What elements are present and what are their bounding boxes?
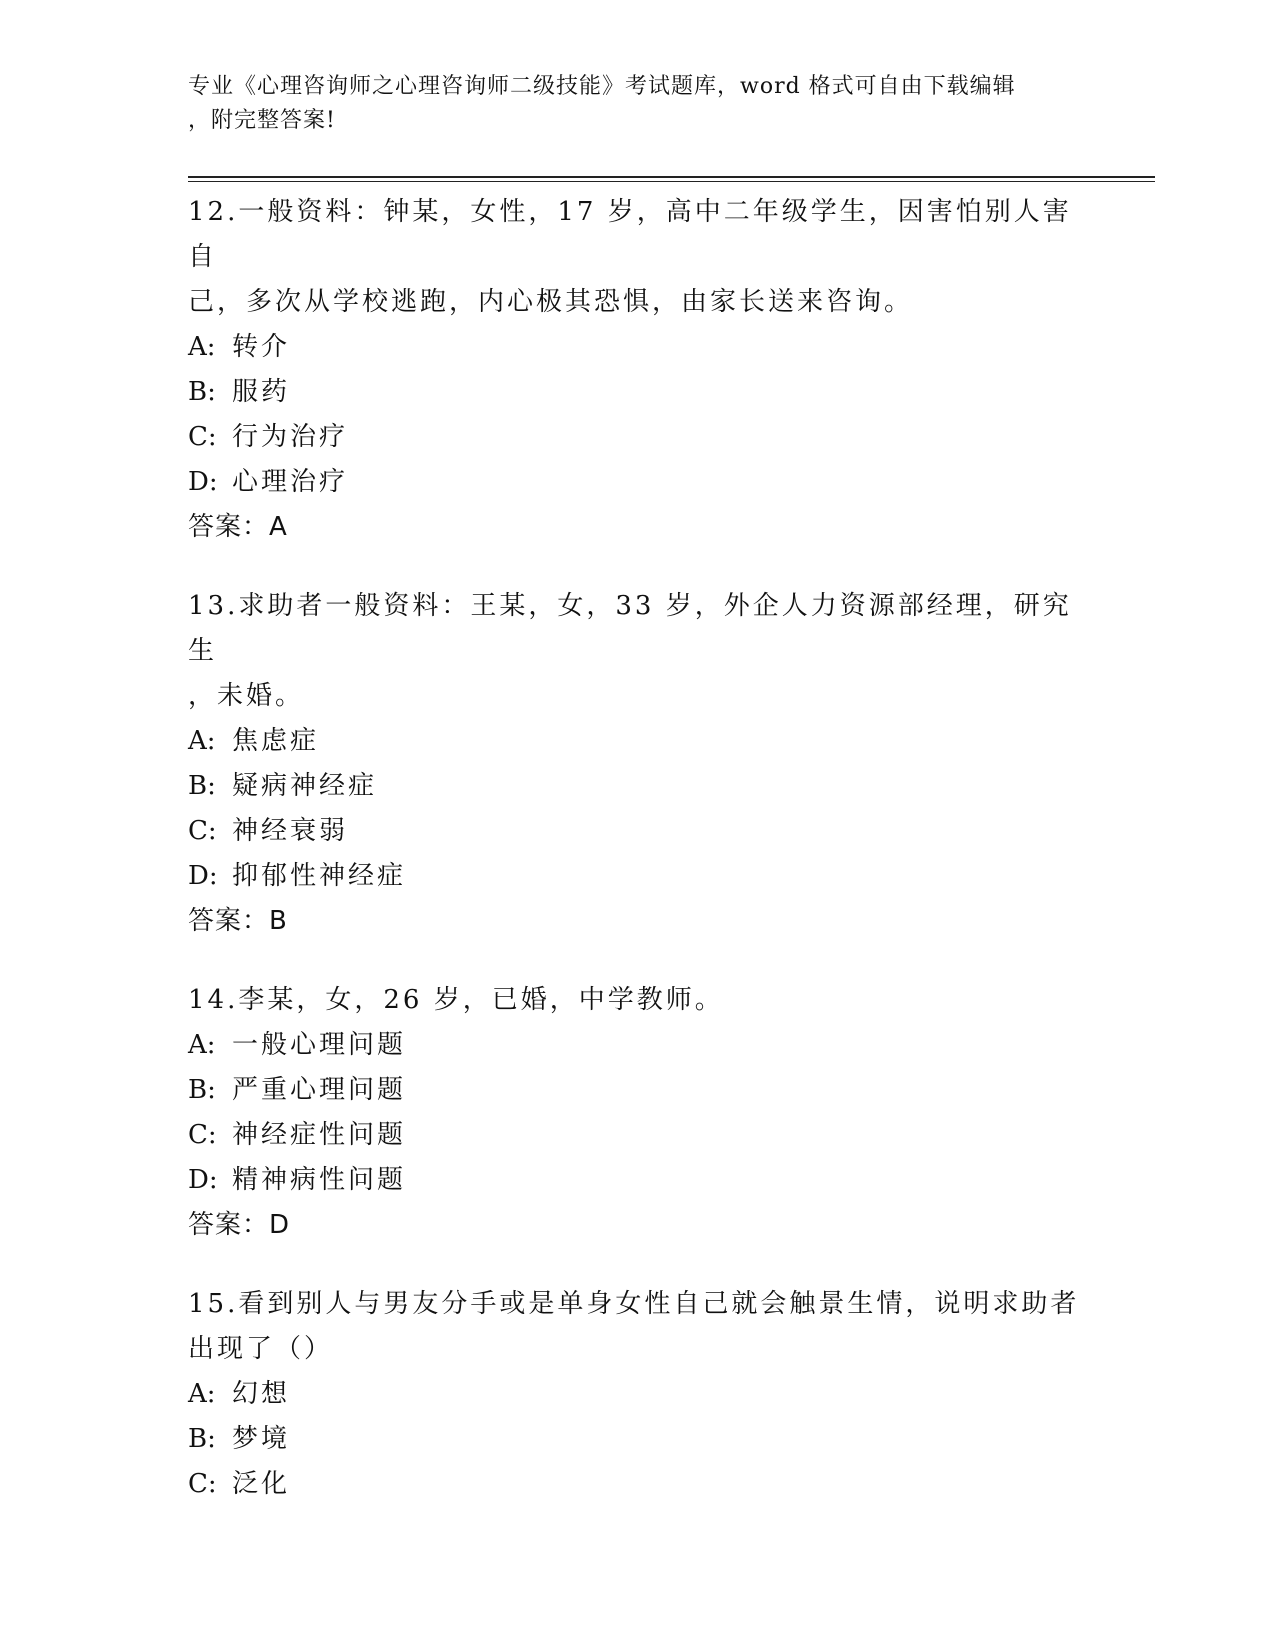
header-divider-thin — [188, 181, 1155, 182]
option-row — [188, 854, 1088, 899]
question-stem-line: ，未婚。 — [188, 681, 305, 711]
header-divider-thick — [188, 176, 1155, 178]
option-label: A: — [188, 1379, 216, 1409]
answer-line: 答案：D — [188, 1210, 291, 1240]
option-text: 心理治疗 — [232, 467, 349, 497]
option-label: D: — [188, 467, 218, 497]
question-block — [188, 190, 1088, 550]
header-line-2: ，附完整答案! — [188, 108, 336, 133]
option-label: A: — [188, 726, 216, 756]
option-label: C: — [188, 1120, 217, 1150]
option-row — [188, 1372, 1088, 1417]
option-label: B: — [188, 1424, 216, 1454]
option-text: 一般心理问题 — [232, 1030, 407, 1060]
option-label: D: — [188, 861, 218, 891]
option-text: 焦虑症 — [232, 726, 320, 756]
option-row — [188, 1113, 1088, 1158]
question-block — [188, 978, 1088, 1248]
option-row — [188, 1068, 1088, 1113]
answer-line: 答案：A — [188, 512, 288, 542]
question-list — [188, 190, 1088, 1541]
option-text: 泛化 — [232, 1469, 291, 1499]
option-label: B: — [188, 771, 216, 801]
option-text: 疑病神经症 — [232, 771, 378, 801]
question-stem-line: 14.李某，女，26 岁，已婚，中学教师。 — [188, 985, 724, 1015]
option-text: 转介 — [232, 332, 291, 362]
option-label: B: — [188, 1075, 216, 1105]
option-label: C: — [188, 1469, 217, 1499]
option-row — [188, 1023, 1088, 1068]
option-text: 神经衰弱 — [232, 816, 349, 846]
option-label: A: — [188, 332, 216, 362]
option-row — [188, 764, 1088, 809]
option-label: A: — [188, 1030, 216, 1060]
option-text: 神经症性问题 — [232, 1120, 407, 1150]
question-stem-line: 13.求助者一般资料：王某，女，33 岁，外企人力资源部经理，研究生 — [188, 591, 1072, 666]
option-text: 幻想 — [232, 1379, 291, 1409]
option-text: 梦境 — [232, 1424, 291, 1454]
option-text: 行为治疗 — [232, 422, 349, 452]
option-row — [188, 1417, 1088, 1462]
option-text: 抑郁性神经症 — [232, 861, 407, 891]
header-line-1: 专业《心理咨询师之心理咨询师二级技能》考试题库，word 格式可自由下载编辑 — [188, 74, 1016, 99]
option-row — [188, 370, 1088, 415]
option-text: 精神病性问题 — [232, 1165, 407, 1195]
option-label: B: — [188, 377, 216, 407]
option-label: C: — [188, 816, 217, 846]
option-row — [188, 460, 1088, 505]
option-text: 服药 — [232, 377, 291, 407]
option-label: D: — [188, 1165, 218, 1195]
document-header — [188, 70, 1088, 138]
option-row — [188, 719, 1088, 764]
option-label: C: — [188, 422, 217, 452]
option-row — [188, 1462, 1088, 1507]
question-stem-line: 己，多次从学校逃跑，内心极其恐惧，由家长送来咨询。 — [188, 287, 914, 317]
question-block — [188, 1282, 1088, 1507]
question-stem-line: 15.看到别人与男友分手或是单身女性自己就会触景生情，说明求助者 — [188, 1289, 1080, 1319]
option-text: 严重心理问题 — [232, 1075, 407, 1105]
question-stem-line: 12.一般资料：钟某，女性，17 岁，高中二年级学生，因害怕别人害自 — [188, 197, 1072, 272]
option-row — [188, 1158, 1088, 1203]
answer-line: 答案：B — [188, 906, 288, 936]
option-row — [188, 325, 1088, 370]
question-stem-line: 出现了（） — [188, 1334, 334, 1364]
question-block — [188, 584, 1088, 944]
option-row — [188, 415, 1088, 460]
option-row — [188, 809, 1088, 854]
